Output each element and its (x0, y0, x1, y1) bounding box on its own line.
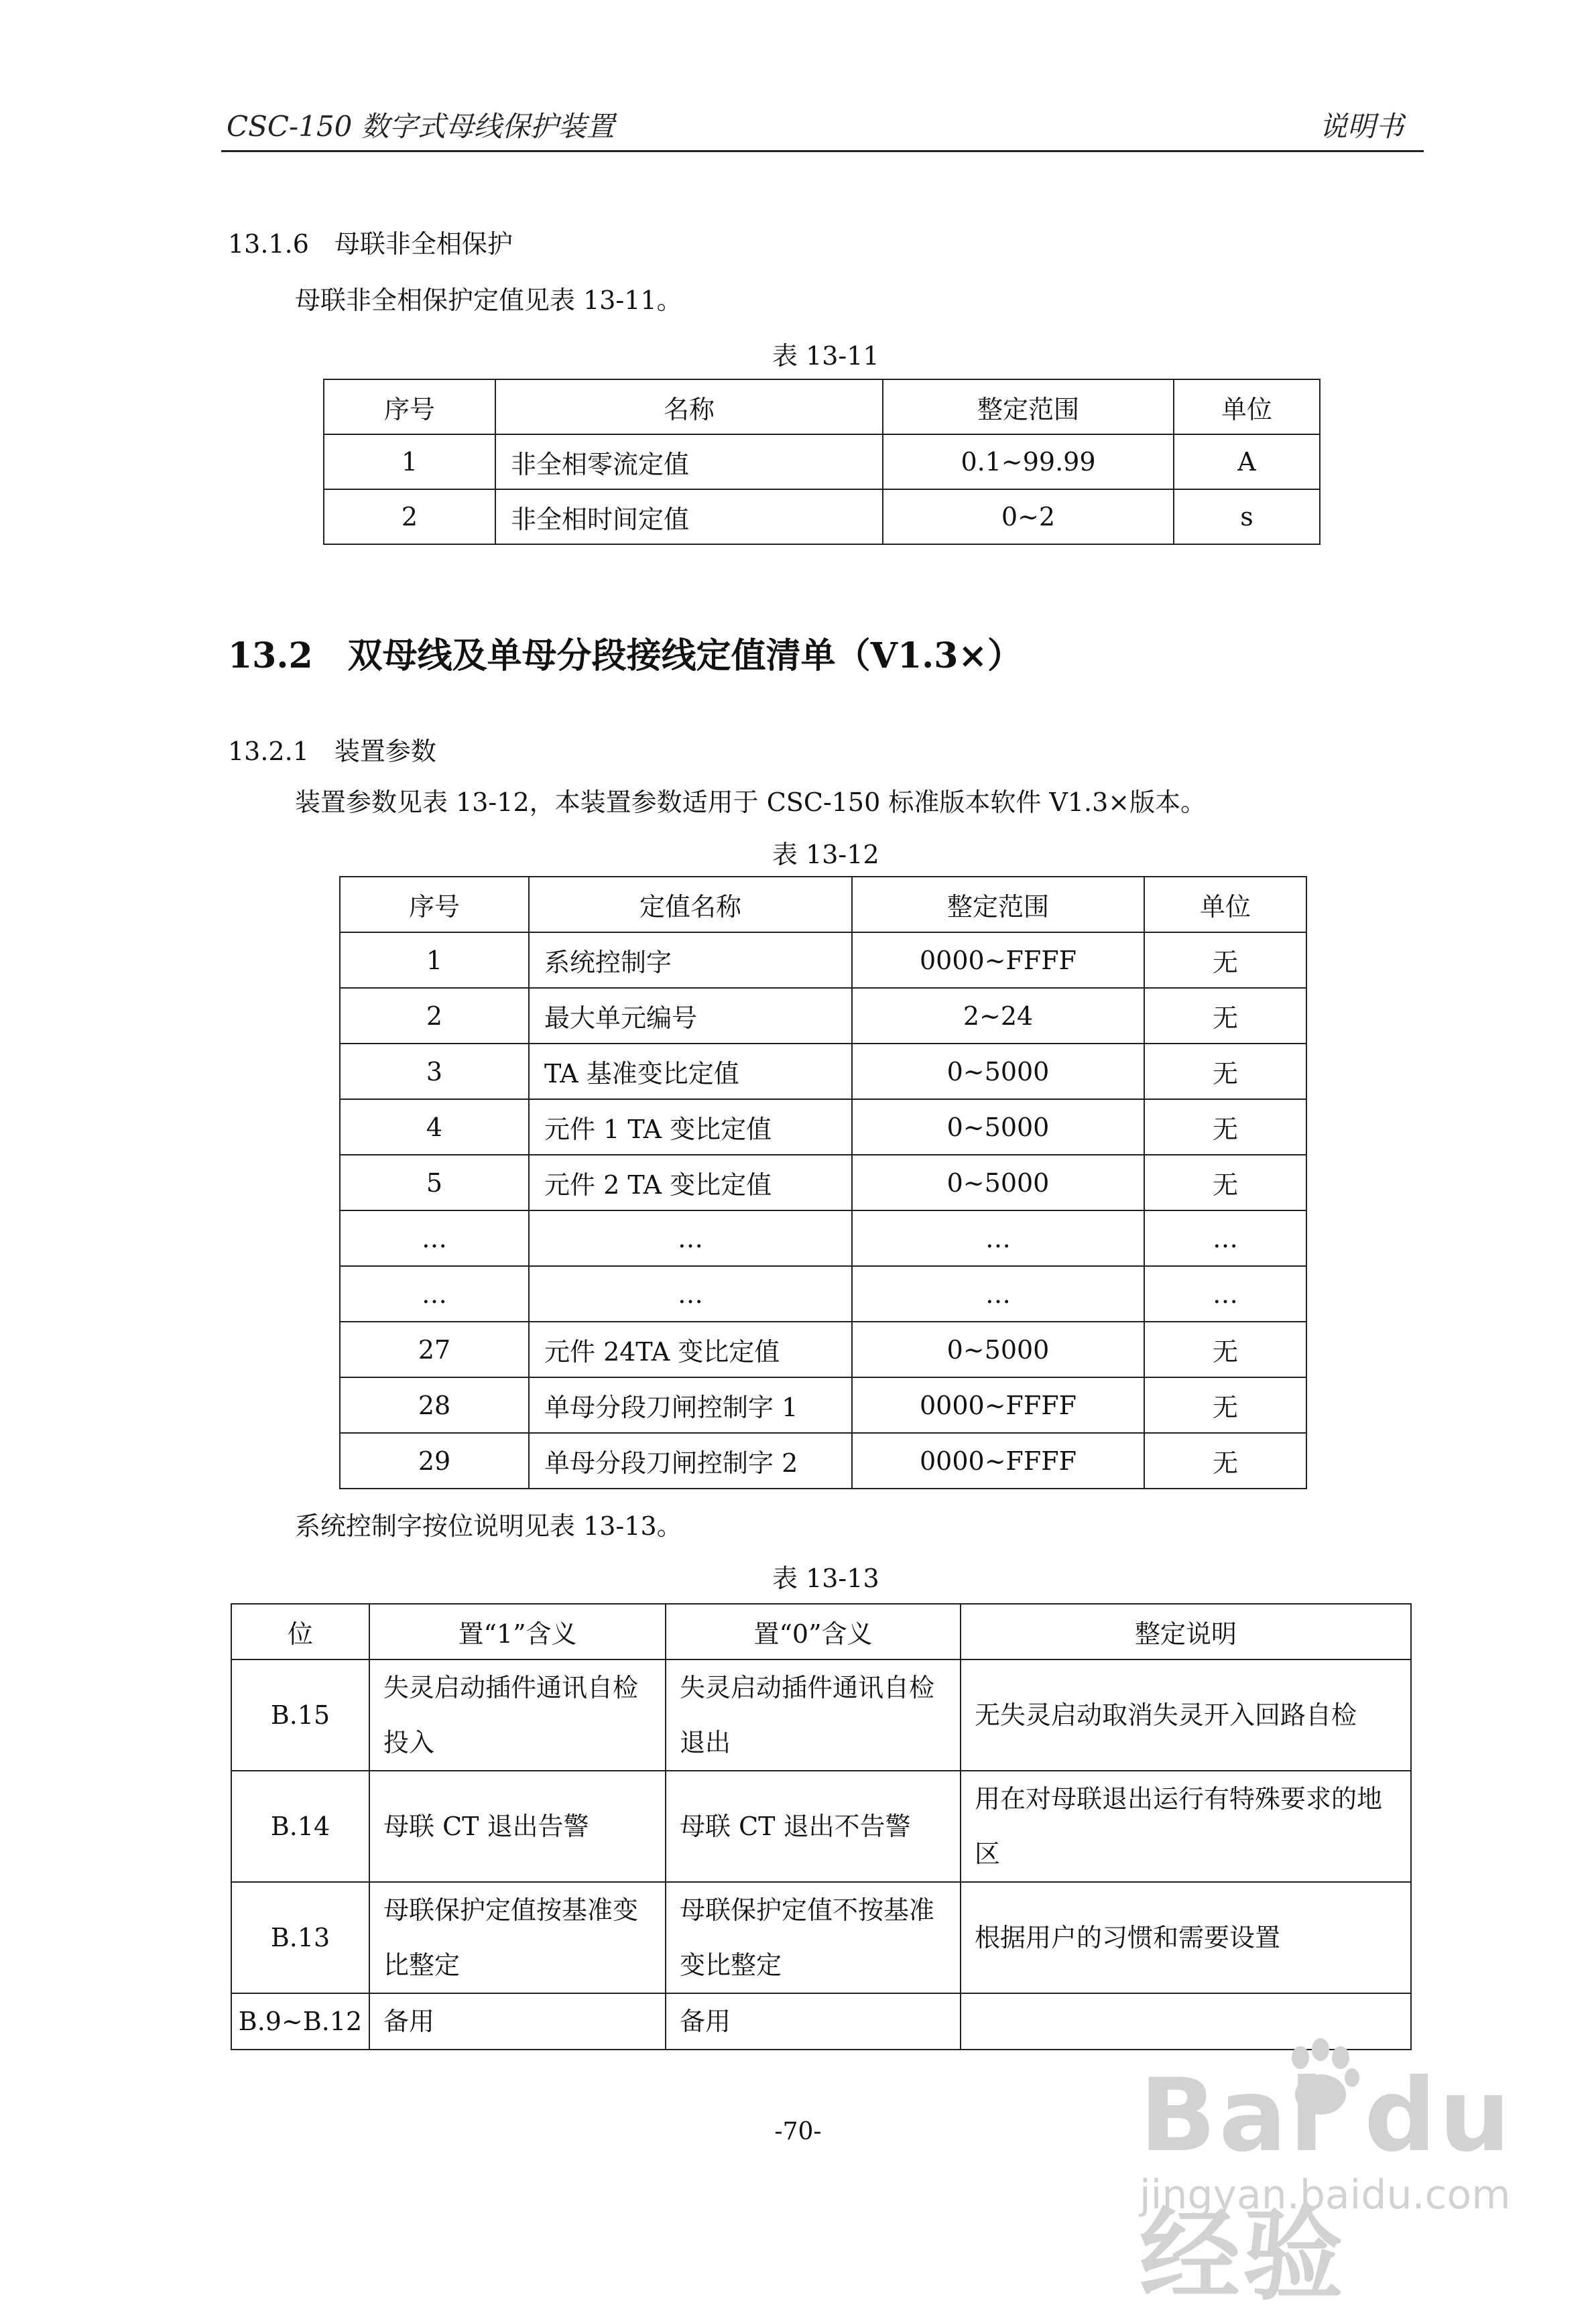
table-cell: 0~5000 (852, 1322, 1144, 1377)
table-cell: 母联保护定值按基准变比整定 (369, 1882, 666, 1993)
table-cell: 无 (1144, 988, 1306, 1044)
table-cell: 非全相零流定值 (495, 434, 883, 489)
table-row (231, 1882, 1411, 1993)
table-cell: B.13 (231, 1882, 369, 1993)
table-13-11 (323, 379, 1321, 545)
table-cell: 2~24 (852, 988, 1144, 1044)
column-header: 整定范围 (883, 379, 1174, 434)
table-cell: 备用 (666, 1993, 961, 2050)
table-cell: … (852, 1266, 1144, 1322)
table-cell: B.14 (231, 1771, 369, 1882)
table-13-13-caption: 表 13-13 (772, 1564, 879, 1593)
table-row (324, 434, 1320, 489)
section-13-2-1-intro: 装置参数见表 13-12，本装置参数适用于 CSC-150 标准版本软件 V1.3×版本。 (295, 788, 1207, 817)
table-cell: 无 (1144, 1044, 1306, 1099)
table-cell: 元件 24TA 变比定值 (529, 1322, 852, 1377)
table-row (340, 1210, 1306, 1266)
table-cell: B.9~B.12 (231, 1993, 369, 2050)
table-cell: 失灵启动插件通讯自检退出 (666, 1659, 961, 1771)
table-row (340, 1433, 1306, 1489)
column-header: 序号 (324, 379, 495, 434)
table-cell: 用在对母联退出运行有特殊要求的地区 (961, 1771, 1411, 1882)
table-cell: 0~5000 (852, 1044, 1144, 1099)
table-cell: 最大单元编号 (529, 988, 852, 1044)
table-row (324, 489, 1320, 544)
table-cell: 0000~FFFF (852, 932, 1144, 988)
column-header: 位 (231, 1604, 369, 1659)
table-cell: 非全相时间定值 (495, 489, 883, 544)
table-row (231, 1659, 1411, 1771)
table-cell: 29 (340, 1433, 529, 1489)
table-cell: 2 (324, 489, 495, 544)
table-cell: 1 (324, 434, 495, 489)
header-rule (221, 150, 1424, 152)
table-cell: … (1144, 1210, 1306, 1266)
table-cell: A (1174, 434, 1320, 489)
table-cell: 无失灵启动取消失灵开入回路自检 (961, 1659, 1411, 1771)
table-cell: 无 (1144, 1322, 1306, 1377)
section-13-2-1-note: 系统控制字按位说明见表 13-13。 (295, 1511, 682, 1541)
table-cell: TA 基准变比定值 (529, 1044, 852, 1099)
table-cell: 母联 CT 退出不告警 (666, 1771, 961, 1882)
section-13-1-6-intro: 母联非全相保护定值见表 13-11。 (295, 286, 682, 315)
section-13-1-6-heading: 13.1.6 母联非全相保护 (228, 229, 513, 259)
column-header: 整定说明 (961, 1604, 1411, 1659)
table-cell: 1 (340, 932, 529, 988)
section-13-2-1-heading: 13.2.1 装置参数 (228, 737, 436, 766)
table-cell: 元件 1 TA 变比定值 (529, 1099, 852, 1155)
watermark-url: jingyan.baidu.com (1140, 2172, 1511, 2218)
table-cell: 无 (1144, 1433, 1306, 1489)
table-row (231, 1993, 1411, 2050)
table-cell: s (1174, 489, 1320, 544)
table-row (340, 932, 1306, 988)
table-cell: 27 (340, 1322, 529, 1377)
table-header-row (324, 379, 1320, 434)
table-cell: 无 (1144, 1155, 1306, 1210)
table-cell: B.15 (231, 1659, 369, 1771)
table-cell: 无 (1144, 1377, 1306, 1433)
column-header: 单位 (1174, 379, 1320, 434)
table-cell: … (340, 1210, 529, 1266)
table-cell: 4 (340, 1099, 529, 1155)
table-cell: 无 (1144, 932, 1306, 988)
table-cell: 0000~FFFF (852, 1377, 1144, 1433)
watermark-brand: Bai du 经验 (1140, 2058, 1514, 2314)
table-cell: 28 (340, 1377, 529, 1433)
table-13-12 (339, 876, 1307, 1489)
table-row (340, 1322, 1306, 1377)
column-header: 名称 (495, 379, 883, 434)
table-13-13 (231, 1603, 1412, 2050)
table-cell: 母联保护定值不按基准变比整定 (666, 1882, 961, 1993)
table-row (340, 1155, 1306, 1210)
table-row (340, 1099, 1306, 1155)
header-title: CSC-150 数字式母线保护装置 (227, 110, 615, 143)
table-cell: … (529, 1210, 852, 1266)
table-header-row (340, 877, 1306, 932)
table-row (340, 988, 1306, 1044)
table-cell: 0~5000 (852, 1155, 1144, 1210)
table-header-row (231, 1604, 1411, 1659)
table-row (340, 1377, 1306, 1433)
table-cell: 根据用户的习惯和需要设置 (961, 1882, 1411, 1993)
section-13-2-heading: 13.2 双母线及单母分段接线定值清单（V1.3×） (228, 635, 1023, 676)
header-doc-type: 说明书 (1319, 110, 1404, 143)
table-13-12-caption: 表 13-12 (772, 840, 879, 869)
table-cell: … (852, 1210, 1144, 1266)
table-cell: 0.1~99.99 (883, 434, 1174, 489)
table-cell: … (529, 1266, 852, 1322)
table-row (231, 1771, 1411, 1882)
table-cell: 系统控制字 (529, 932, 852, 988)
table-row (340, 1044, 1306, 1099)
table-cell: … (340, 1266, 529, 1322)
table-cell: 0~2 (883, 489, 1174, 544)
table-cell: 备用 (369, 1993, 666, 2050)
table-cell: 2 (340, 988, 529, 1044)
column-header: 定值名称 (529, 877, 852, 932)
column-header: 序号 (340, 877, 529, 932)
table-cell: 母联 CT 退出告警 (369, 1771, 666, 1882)
table-cell: 失灵启动插件通讯自检投入 (369, 1659, 666, 1771)
table-13-11-caption: 表 13-11 (772, 341, 879, 371)
table-row (340, 1266, 1306, 1322)
table-cell: 单母分段刀闸控制字 1 (529, 1377, 852, 1433)
column-header: 置“0”含义 (666, 1604, 961, 1659)
table-cell: … (1144, 1266, 1306, 1322)
table-cell: 元件 2 TA 变比定值 (529, 1155, 852, 1210)
table-cell: 单母分段刀闸控制字 2 (529, 1433, 852, 1489)
table-cell: 0~5000 (852, 1099, 1144, 1155)
column-header: 单位 (1144, 877, 1306, 932)
page-number: -70- (774, 2118, 822, 2145)
column-header: 置“1”含义 (369, 1604, 666, 1659)
table-cell: 无 (1144, 1099, 1306, 1155)
column-header: 整定范围 (852, 877, 1144, 932)
table-cell: 5 (340, 1155, 529, 1210)
table-cell: 0000~FFFF (852, 1433, 1144, 1489)
table-cell: 3 (340, 1044, 529, 1099)
